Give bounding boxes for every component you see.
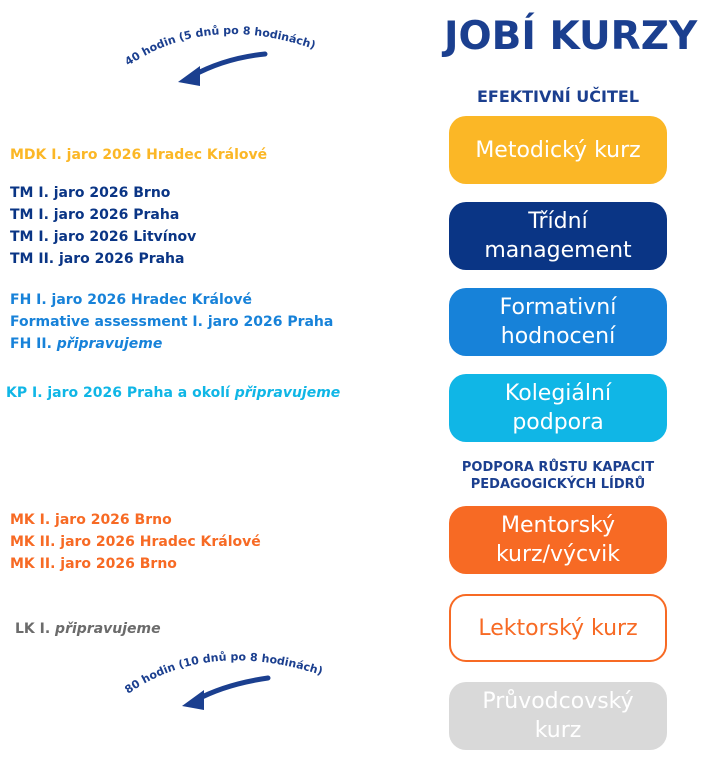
page-title: JOBÍ KURZY (444, 14, 698, 59)
arrow-40-hours-label: 40 hodin (5 dnů po 8 hodinách) (122, 23, 318, 69)
section-heading-line2: PEDAGOGICKÝCH LÍDRŮ (470, 477, 646, 492)
section-heading-line1: PODPORA RŮSTU KAPACIT (461, 460, 655, 475)
course-link-tm2[interactable]: TM I. jaro 2026 Praha (10, 207, 180, 223)
lektorsky-kurz-label: Lektorský kurz (478, 615, 638, 641)
kolegialni-podpora-button[interactable] (449, 374, 667, 442)
arrow-80-hours (100, 640, 340, 720)
section-heading-podpora-lidru (440, 459, 676, 493)
course-link-mk2[interactable]: MK II. jaro 2026 Hradec Králové (10, 534, 261, 550)
formativni-hodnoceni-label: Formativní hodnocení (499, 295, 617, 349)
course-item-lk1[interactable] (15, 621, 161, 637)
pruvodcovsky-kurz-label: Průvodcovský kurz (482, 689, 634, 743)
arrow-80-hours-label: 80 hodin (10 dnů po 8 hodinách) (122, 650, 325, 697)
course-link-fh1[interactable]: FH I. jaro 2026 Hradec Králové (10, 292, 253, 308)
course-item-lk1-status: připravujeme (55, 621, 161, 637)
arrow-40-hours-shaft (192, 54, 265, 76)
course-link-tm1[interactable]: TM I. jaro 2026 Brno (10, 185, 171, 201)
course-link-mdk1[interactable]: MDK I. jaro 2026 Hradec Králové (10, 147, 268, 163)
metodicky-kurz-label: Metodický kurz (475, 137, 641, 163)
course-item-lk1-text: LK I. (15, 621, 56, 637)
course-link-tm3[interactable]: TM I. jaro 2026 Litvínov (10, 229, 197, 245)
course-link-mk1[interactable]: MK I. jaro 2026 Brno (10, 512, 172, 528)
kolegialni-podpora-label: Kolegiální podpora (504, 381, 612, 435)
section-heading-efektivni-ucitel: EFEKTIVNÍ UČITEL (476, 87, 640, 106)
arrow-40-hours-head (178, 66, 200, 86)
course-item-fh3-status: připravujeme (56, 336, 163, 352)
mentorsky-kurz-label: Mentorský kurz/výcvik (495, 513, 621, 567)
course-item-kp1-status: připravujeme (234, 385, 341, 401)
mentorsky-kurz-button[interactable] (449, 506, 667, 574)
metodicky-kurz-button[interactable] (449, 116, 667, 184)
arrow-80-hours-shaft (196, 678, 268, 700)
course-item-kp1-text: KP I. jaro 2026 Praha a okolí (6, 385, 235, 401)
arrow-40-hours (100, 14, 340, 94)
lektorsky-kurz-button[interactable] (449, 594, 667, 662)
course-link-fh2[interactable]: Formative assessment I. jaro 2026 Praha (10, 314, 334, 330)
arrow-80-hours-head (182, 690, 204, 710)
pruvodcovsky-kurz-button[interactable] (449, 682, 667, 750)
formativni-hodnoceni-button[interactable] (449, 288, 667, 356)
course-item-fh3-text: FH II. (10, 336, 57, 352)
course-link-tm4[interactable]: TM II. jaro 2026 Praha (10, 251, 185, 267)
course-item-fh3[interactable] (10, 336, 162, 352)
tridni-management-button[interactable] (449, 202, 667, 270)
course-link-mk3[interactable]: MK II. jaro 2026 Brno (10, 556, 177, 572)
course-item-kp1[interactable] (6, 385, 340, 401)
tridni-management-label: Třídní management (484, 209, 632, 263)
